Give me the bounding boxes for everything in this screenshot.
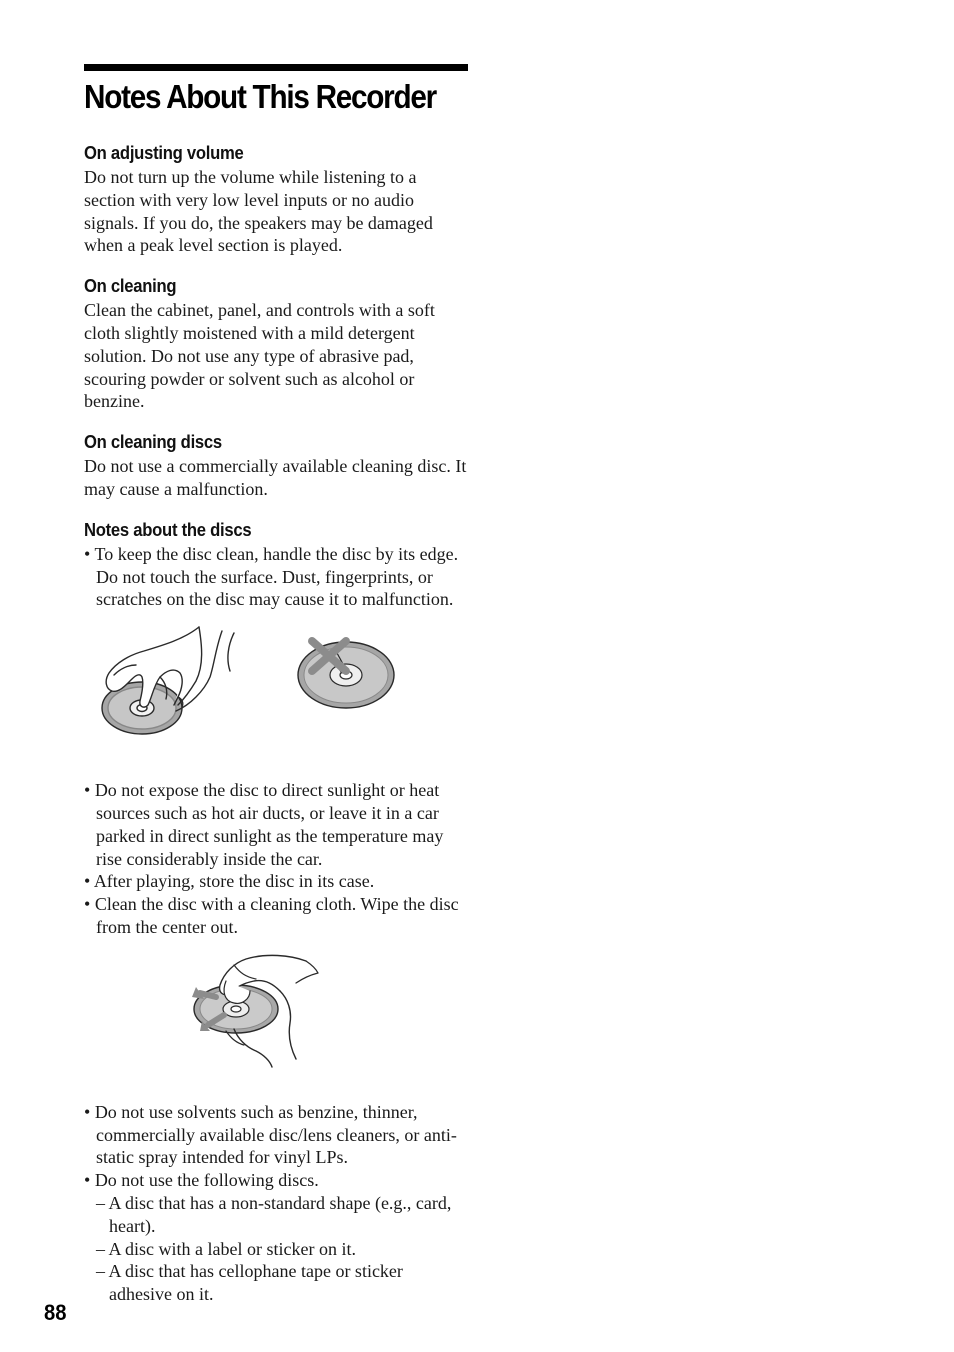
- disc-notes-list-1: [84, 543, 470, 611]
- list-item: • Clean the disc with a cleaning cloth. Wipe the disc from the center out.: [84, 893, 470, 939]
- list-item: • To keep the disc clean, handle the disc by its edge. Do not touch the surface. Dust, fingerprints, or scratches on the disc may cause it to malfunction.: [84, 543, 470, 611]
- disc-wiping-illustration: [84, 951, 470, 1071]
- disc-handling-illustration: [84, 625, 470, 749]
- section-heading: On adjusting volume: [84, 142, 244, 163]
- section-heading: On cleaning discs: [84, 431, 222, 453]
- hand-holding-disc-icon: [102, 627, 234, 734]
- disc-with-cross-icon: [298, 641, 394, 708]
- sub-list-item: – A disc that has cellophane tape or sticker adhesive on it.: [96, 1260, 470, 1306]
- content-column: [84, 140, 470, 1306]
- section-cleaning: [84, 273, 470, 413]
- disc-sub-list: [96, 1192, 470, 1306]
- list-item-text: Do not use the following discs.: [94, 1170, 319, 1191]
- sub-list-item: – A disc with a label or sticker on it.: [96, 1238, 470, 1261]
- sub-list-item: – A disc that has a non-standard shape (e.g., card, heart).: [96, 1192, 470, 1238]
- list-item: • Do not expose the disc to direct sunlight or heat sources such as hot air ducts, or leave it in a car parked in direct sunlight as the temperature may rise considerably inside the car.: [84, 779, 470, 870]
- disc-notes-list-2: [84, 779, 470, 939]
- list-item: [84, 1169, 470, 1306]
- disc-wipe-icon: [192, 955, 318, 1067]
- section-body: Do not use a commercially available cleaning disc. It may cause a malfunction.: [84, 456, 467, 499]
- list-item: • After playing, store the disc in its case.: [84, 870, 470, 893]
- page-title: Notes About This Recorder: [84, 78, 436, 115]
- section-notes-discs: [84, 517, 470, 1306]
- section-body: Clean the cabinet, panel, and controls with a soft cloth slightly moistened with a mild detergent solution. Do not use any type of abrasive pad, scouring powder or solvent such as alcohol or benzine.: [84, 300, 435, 412]
- list-item: • Do not use solvents such as benzine, thinner, commercially available disc/lens cleaners, or anti-static spray intended for vinyl LPs.: [84, 1101, 470, 1169]
- page-number: 88: [44, 1300, 67, 1325]
- disc-notes-list-3: [84, 1101, 470, 1306]
- section-body: Do not turn up the volume while listening to a section with very low level inputs or no audio signals. If you do, the speakers may be damaged when a peak level section is played.: [84, 167, 433, 256]
- title-rule: [84, 64, 468, 71]
- section-heading: Notes about the discs: [84, 518, 252, 540]
- section-cleaning-discs: [84, 429, 470, 501]
- section-adjusting-volume: [84, 140, 470, 257]
- section-heading: On cleaning: [84, 275, 177, 297]
